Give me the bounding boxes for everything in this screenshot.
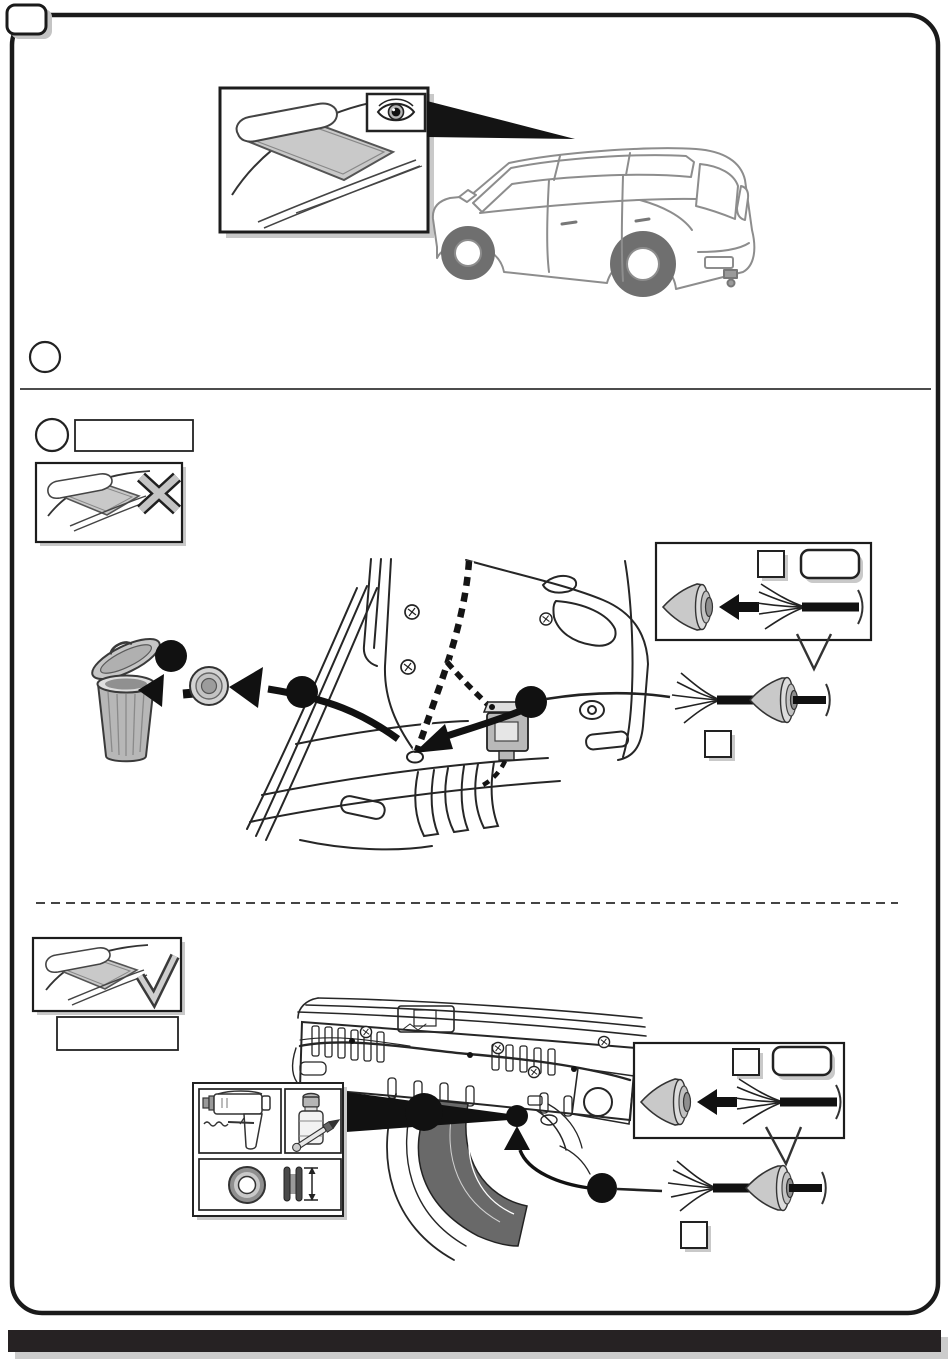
marker-dot	[405, 1093, 443, 1131]
footer	[8, 1330, 948, 1359]
drill-hole-dot	[506, 1105, 528, 1127]
marker-dot	[155, 640, 187, 672]
marker-dot	[286, 676, 318, 708]
eye-callout	[367, 94, 425, 131]
step-circle	[30, 342, 60, 372]
rounded-tag	[801, 550, 863, 583]
checkbox-square	[705, 731, 735, 761]
tools-box	[193, 1083, 347, 1220]
reference-box	[75, 420, 193, 451]
grommet-hole	[407, 752, 423, 763]
rounded-tag	[773, 1047, 835, 1080]
step-circle	[36, 419, 68, 451]
footer-bar	[8, 1330, 941, 1352]
grommet-disc	[190, 667, 228, 705]
page-number-tab	[7, 5, 46, 34]
marker-dot	[587, 1173, 617, 1203]
checkbox-square	[733, 1049, 763, 1079]
tow-hitch	[724, 270, 737, 278]
reference-box	[57, 1017, 178, 1050]
grommet-cell	[199, 1159, 341, 1210]
marker-dot	[515, 686, 547, 718]
checkbox-square	[681, 1222, 711, 1252]
checkbox-square	[758, 551, 788, 581]
